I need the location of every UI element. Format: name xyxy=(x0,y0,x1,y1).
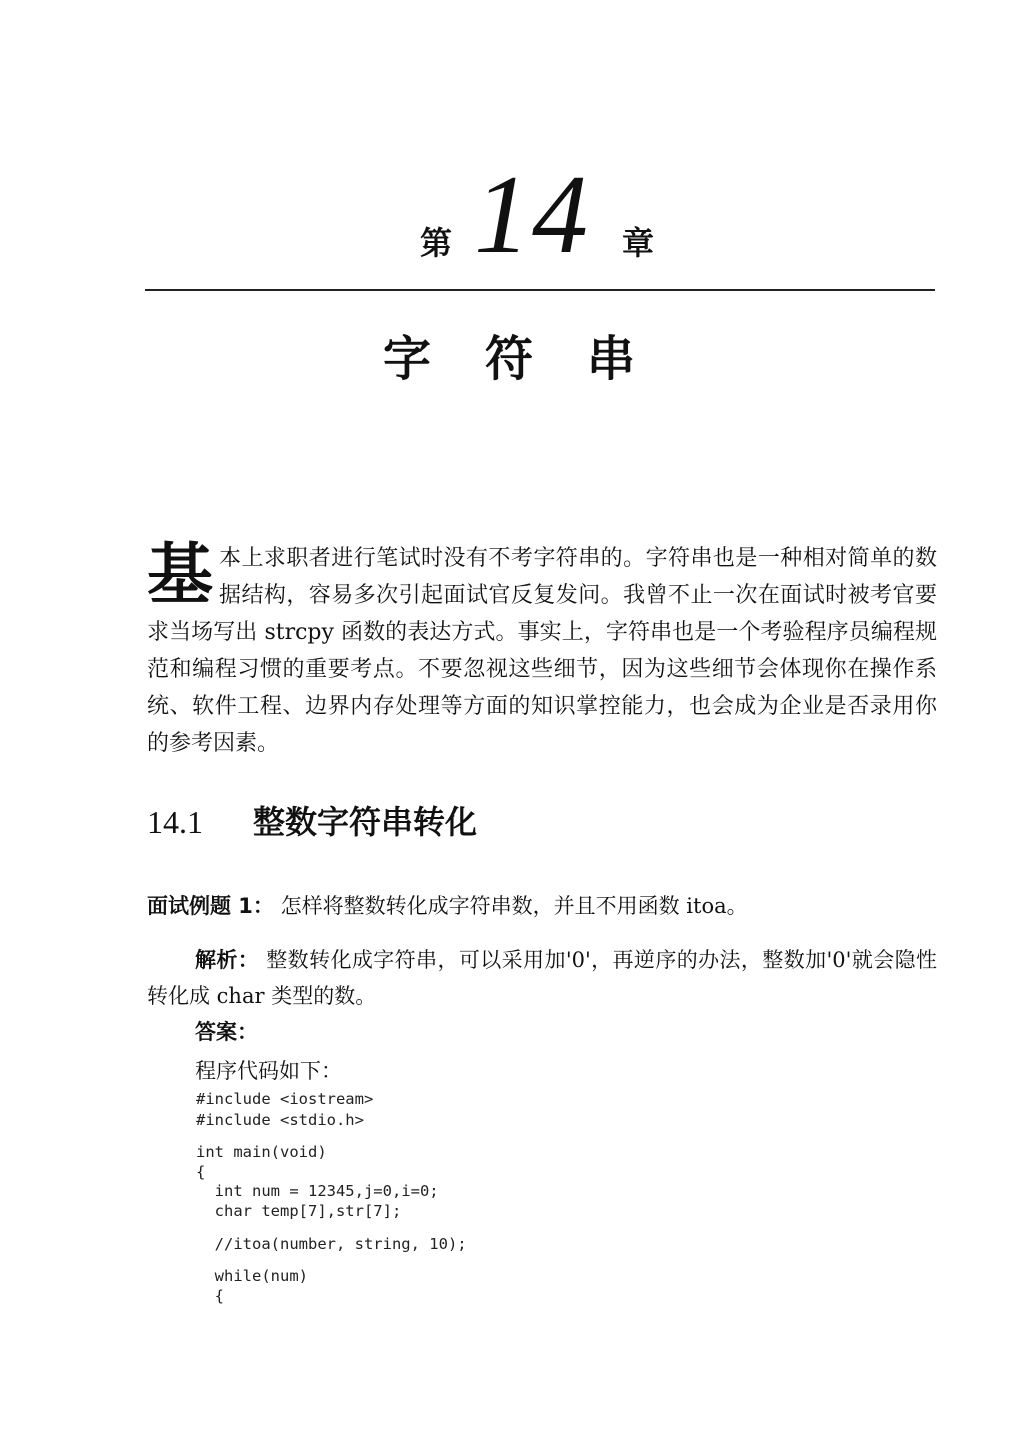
code-line: //itoa(number, string, 10); xyxy=(196,1235,467,1253)
analysis-label: 解析： xyxy=(195,948,260,972)
chapter-heading xyxy=(0,153,1018,277)
code-line: #include <iostream> xyxy=(196,1090,374,1108)
dropcap: 基 xyxy=(147,536,213,613)
answer-label: 答案： xyxy=(195,1020,258,1044)
section-number: 14.1 xyxy=(147,804,203,840)
chapter-title: 字符串 xyxy=(382,331,689,387)
analysis-paragraph xyxy=(147,942,937,1014)
intro-paragraph xyxy=(147,536,937,762)
chapter-divider xyxy=(145,289,935,291)
code-line: { xyxy=(196,1163,206,1181)
question-label: 面试例题 1： xyxy=(147,894,274,918)
code-line: int num = 12345,j=0,i=0; xyxy=(196,1182,439,1200)
chapter-prefix: 第 xyxy=(420,224,453,262)
interview-question xyxy=(147,890,937,920)
code-line: { xyxy=(196,1287,224,1305)
section-title: 整数字符串转化 xyxy=(253,803,478,841)
code-line: int main(void) xyxy=(196,1143,327,1161)
code-line: #include <stdio.h> xyxy=(196,1111,364,1129)
chapter-number: 14 xyxy=(474,153,590,277)
section-heading xyxy=(147,797,477,843)
code-line: char temp[7],str[7]; xyxy=(196,1202,402,1220)
chapter-suffix: 章 xyxy=(622,224,655,262)
code-intro: 程序代码如下： xyxy=(195,1059,342,1083)
code-line: while(num) xyxy=(196,1267,308,1285)
intro-text: 本上求职者进行笔试时没有不考字符串的。字符串也是一种相对简单的数据结构，容易多次引起面试官反复发问。我曾不止一次在面试时被考官要求当场写出 strcpy 函数的表达方式。事实上，字符串也是一个考验程序员编程规范和编程习惯的重要考点。不要忽视这些细节，因为这些细节会体现你在操作系统、软件工程、边界内存处理等方面的知识掌控能力，也会成为企业是否录用你的参考因素。 xyxy=(147,546,937,756)
question-text: 怎样将整数转化成字符串数，并且不用函数 itoa。 xyxy=(280,894,748,918)
analysis-text: 整数转化成字符串，可以采用加'0'，再逆序的办法，整数加'0'就会隐性转化成 char 类型的数。 xyxy=(147,948,938,1008)
